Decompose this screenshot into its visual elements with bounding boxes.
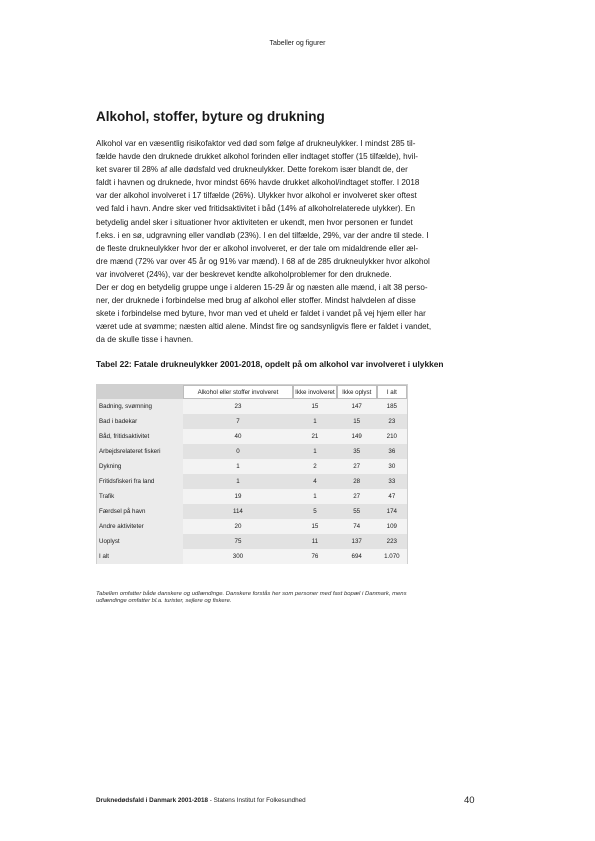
footer-publication: Druknedødsfald i Danmark 2001-2018 [96, 797, 208, 804]
table-row [97, 429, 407, 444]
table-note [96, 591, 506, 605]
table-row [97, 534, 407, 549]
table-row [97, 504, 407, 519]
table-row [97, 489, 407, 504]
data-table [96, 384, 408, 564]
table-cell: 114 [183, 504, 293, 519]
table-cell: 33 [377, 474, 407, 489]
row-label: Andre aktiviteter [97, 519, 183, 534]
table-cell: 23 [183, 399, 293, 414]
table-cell: 109 [377, 519, 407, 534]
table-row [97, 519, 407, 534]
table-cell: 74 [337, 519, 377, 534]
paragraph-line: ner, der druknede i forbindelse med brug af alkohol eller stoffer. Mindst halvdelen af disse [96, 296, 416, 306]
row-label: Fritidsfiskeri fra land [97, 474, 183, 489]
table-cell: 149 [337, 429, 377, 444]
row-label: Badning, svømning [97, 399, 183, 414]
paragraph-line: var der alkohol involveret i 17 tilfælde (26%). Ulykker hvor alkohol er involveret sker oftest [96, 191, 417, 201]
paragraph-line: dre mænd (72% var over 45 år og 91% var mænd). I 68 af de 285 drukneulykker hvor alkohol [96, 256, 430, 266]
table-cell: 223 [377, 534, 407, 549]
row-label: Uoplyst [97, 534, 183, 549]
table-cell: 1 [293, 414, 337, 429]
table-cell: 300 [183, 549, 293, 564]
paragraph-line: Der er dog en betydelig gruppe unge i alderen 15-29 år og næsten alle mænd, i alt 38 perso- [96, 283, 428, 292]
table-row [97, 399, 407, 414]
row-label: Trafik [97, 489, 183, 504]
table-caption: Tabel 22: Fatale drukneulykker 2001-2018, opdelt på om alkohol var involveret i ulykken [96, 359, 444, 369]
table-cell: 47 [377, 489, 407, 504]
table-cell: 20 [183, 519, 293, 534]
column-header: I alt [377, 385, 407, 399]
table-cell: 19 [183, 489, 293, 504]
paragraph-line: de fleste drukneulykker hvor der er alkohol involveret, er der tale om midaldrende eller æl- [96, 243, 419, 253]
table-cell: 28 [337, 474, 377, 489]
row-label: Arbejdsrelateret fiskeri [97, 444, 183, 459]
table-cell: 1 [183, 459, 293, 474]
paragraph-line: været ude at svømme; næsten altid alene. Mindst fire og sandsynligvis flere er faldet i vandet, [96, 322, 432, 332]
table-cell: 36 [377, 444, 407, 459]
table-cell: 76 [293, 549, 337, 564]
paragraph-line: var involveret (24%), var der beskrevet kendte alkoholproblemer for den druknede. [96, 269, 392, 279]
paragraph-line: faldt i havnen og druknede, hvor mindst 66% havde drukket alkohol/indtaget stoffer. I 2018 [96, 178, 420, 188]
table-cell: 15 [337, 414, 377, 429]
table-cell: 35 [337, 444, 377, 459]
note-line: Tabellen omfatter både danskere og udlændinge. Danskere forstås her som personer med fast bopæl i Danmark, mens [96, 591, 407, 597]
table-cell: 7 [183, 414, 293, 429]
table-row [97, 414, 407, 429]
table-cell: 0 [183, 444, 293, 459]
table-cell: 23 [377, 414, 407, 429]
table-cell: 210 [377, 429, 407, 444]
footer-institute: Statens Institut for Folkesundhed [213, 797, 306, 804]
table-cell: 30 [377, 459, 407, 474]
row-label: Færdsel på havn [97, 504, 183, 519]
table-row [97, 444, 407, 459]
footer [96, 797, 476, 804]
table-cell: 40 [183, 429, 293, 444]
paragraph-alcohol-risk [96, 137, 498, 281]
table-cell: 1.070 [377, 549, 407, 564]
table-cell: 147 [337, 399, 377, 414]
note-line: udlændinge omfatter bl.a. turister, sejlere og fiskere. [96, 598, 232, 605]
table-cell: 1 [293, 489, 337, 504]
paragraph-line: f.eks. i en sø, udgravning eller vandløb (23%). I en del tilfælde, 29%, var der andre til stede. I [96, 230, 429, 240]
paragraph-young-men [96, 281, 498, 346]
table-cell: 137 [337, 534, 377, 549]
table-cell: 15 [293, 519, 337, 534]
table-cell: 174 [377, 504, 407, 519]
running-header: Tabeller og figurer [269, 40, 326, 47]
section-title: Alkohol, stoffer, byture og drukning [96, 109, 325, 124]
row-label: Båd, fritidsaktivitet [97, 429, 183, 444]
table-header-row [97, 385, 407, 399]
table-cell: 27 [337, 459, 377, 474]
table-cell: 75 [183, 534, 293, 549]
table-cell: 1 [293, 444, 337, 459]
column-header: Alkohol eller stoffer involveret [183, 385, 293, 399]
footer-separator: - [208, 797, 214, 804]
table-cell: 55 [337, 504, 377, 519]
paragraph-line: skete i forbindelse med byture, hvor man ved et uheld er faldet i vandet på vej hjem eller har [96, 309, 426, 319]
paragraph-line: ket svarer til 28% af alle dødsfald ved drukneulykker. Dette forekom især blandt de, der [96, 165, 408, 175]
table-cell: 185 [377, 399, 407, 414]
table-row [97, 474, 407, 489]
column-header: Ikke involveret [293, 385, 337, 399]
table-cell: 21 [293, 429, 337, 444]
table-row [97, 459, 407, 474]
column-header: Ikke oplyst [337, 385, 377, 399]
table-cell: 5 [293, 504, 337, 519]
page-number: 40 [464, 795, 475, 806]
paragraph-line: ved fald i havn. Andre sker ved fritidsaktivitet i båd (14% af alkoholrelaterede ulykker). En [96, 204, 415, 214]
table-corner-cell [97, 385, 183, 399]
paragraph-line: betydelig andel sker i situationer hvor aktiviteten er ukendt, men hvor personen er fundet [96, 217, 413, 227]
table-cell: 694 [337, 549, 377, 564]
paragraph-line: da de skulle tisse i havnen. [96, 335, 194, 345]
row-label: Bad i badekar [97, 414, 183, 429]
table-total-row [97, 549, 407, 564]
paragraph-line: Alkohol var en væsentlig risikofaktor ved død som følge af drukneulykker. I mindst 285 til- [96, 139, 416, 148]
paragraph-line: fælde havde den druknede drukket alkohol forinden eller indtaget stoffer (15 tilfælde), hvil- [96, 152, 418, 162]
table-cell: 27 [337, 489, 377, 504]
table-cell: 2 [293, 459, 337, 474]
table-cell: 4 [293, 474, 337, 489]
table-cell: 15 [293, 399, 337, 414]
row-label: I alt [97, 549, 183, 564]
table-cell: 11 [293, 534, 337, 549]
row-label: Dykning [97, 459, 183, 474]
table-cell: 1 [183, 474, 293, 489]
